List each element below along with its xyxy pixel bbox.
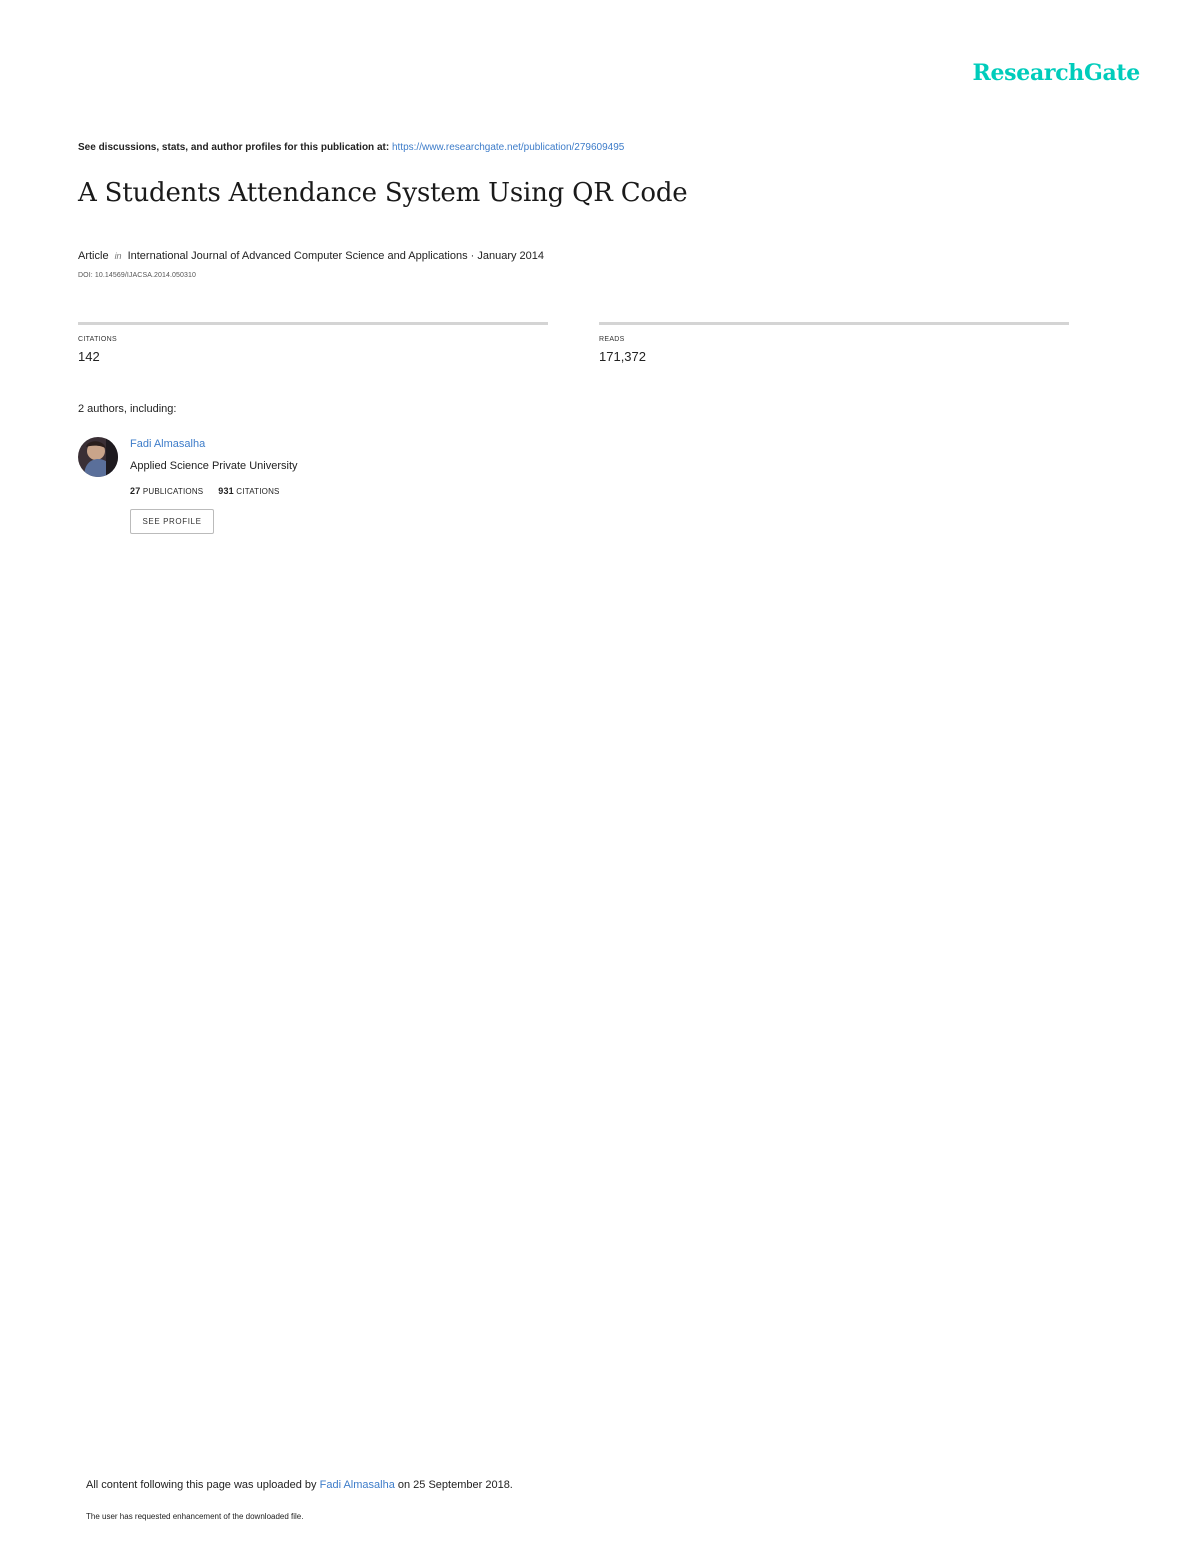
author-name-link[interactable]: Fadi Almasalha	[130, 438, 206, 450]
author-citations-count: 931	[218, 486, 234, 496]
author-publications-label: PUBLICATIONS	[142, 487, 204, 496]
authors-heading: 2 authors, including:	[78, 403, 177, 415]
author-avatar[interactable]	[78, 437, 118, 477]
publication-type: Article	[78, 250, 109, 262]
author-publications-count: 27	[130, 486, 141, 496]
in-word: in	[114, 251, 122, 261]
citations-block	[78, 322, 548, 364]
publication-link[interactable]: https://www.researchgate.net/publication/279609495	[391, 142, 625, 153]
reads-label: READS	[599, 336, 625, 343]
author-stats	[130, 486, 280, 496]
author-affiliation: Applied Science Private University	[130, 460, 298, 472]
discussion-line	[78, 142, 624, 153]
doi-line: DOI: 10.14569/IJACSA.2014.050310	[78, 272, 197, 279]
upload-line	[86, 1479, 513, 1491]
avatar-photo-icon	[78, 437, 118, 477]
enhancement-note: The user has requested enhancement of the downloaded file.	[86, 1512, 304, 1521]
reads-value: 171,372	[599, 349, 646, 364]
brand-logo[interactable]: ResearchGate	[972, 60, 1140, 86]
citations-label: CITATIONS	[78, 336, 117, 343]
see-profile-button[interactable]: SEE PROFILE	[130, 509, 214, 534]
citations-value: 142	[78, 349, 100, 364]
discussion-prefix: See discussions, stats, and author profiles for this publication at:	[78, 142, 390, 153]
author-citations-label: CITATIONS	[236, 487, 280, 496]
upload-suffix: on 25 September 2018.	[397, 1479, 513, 1491]
upload-prefix: All content following this page was uploaded by	[86, 1479, 317, 1491]
publication-venue: International Journal of Advanced Computer Science and Applications · January 2014	[127, 250, 545, 262]
paper-title: A Students Attendance System Using QR Code	[78, 178, 688, 208]
publication-meta	[78, 250, 544, 262]
reads-block	[599, 322, 1069, 364]
uploader-link[interactable]: Fadi Almasalha	[319, 1479, 395, 1491]
